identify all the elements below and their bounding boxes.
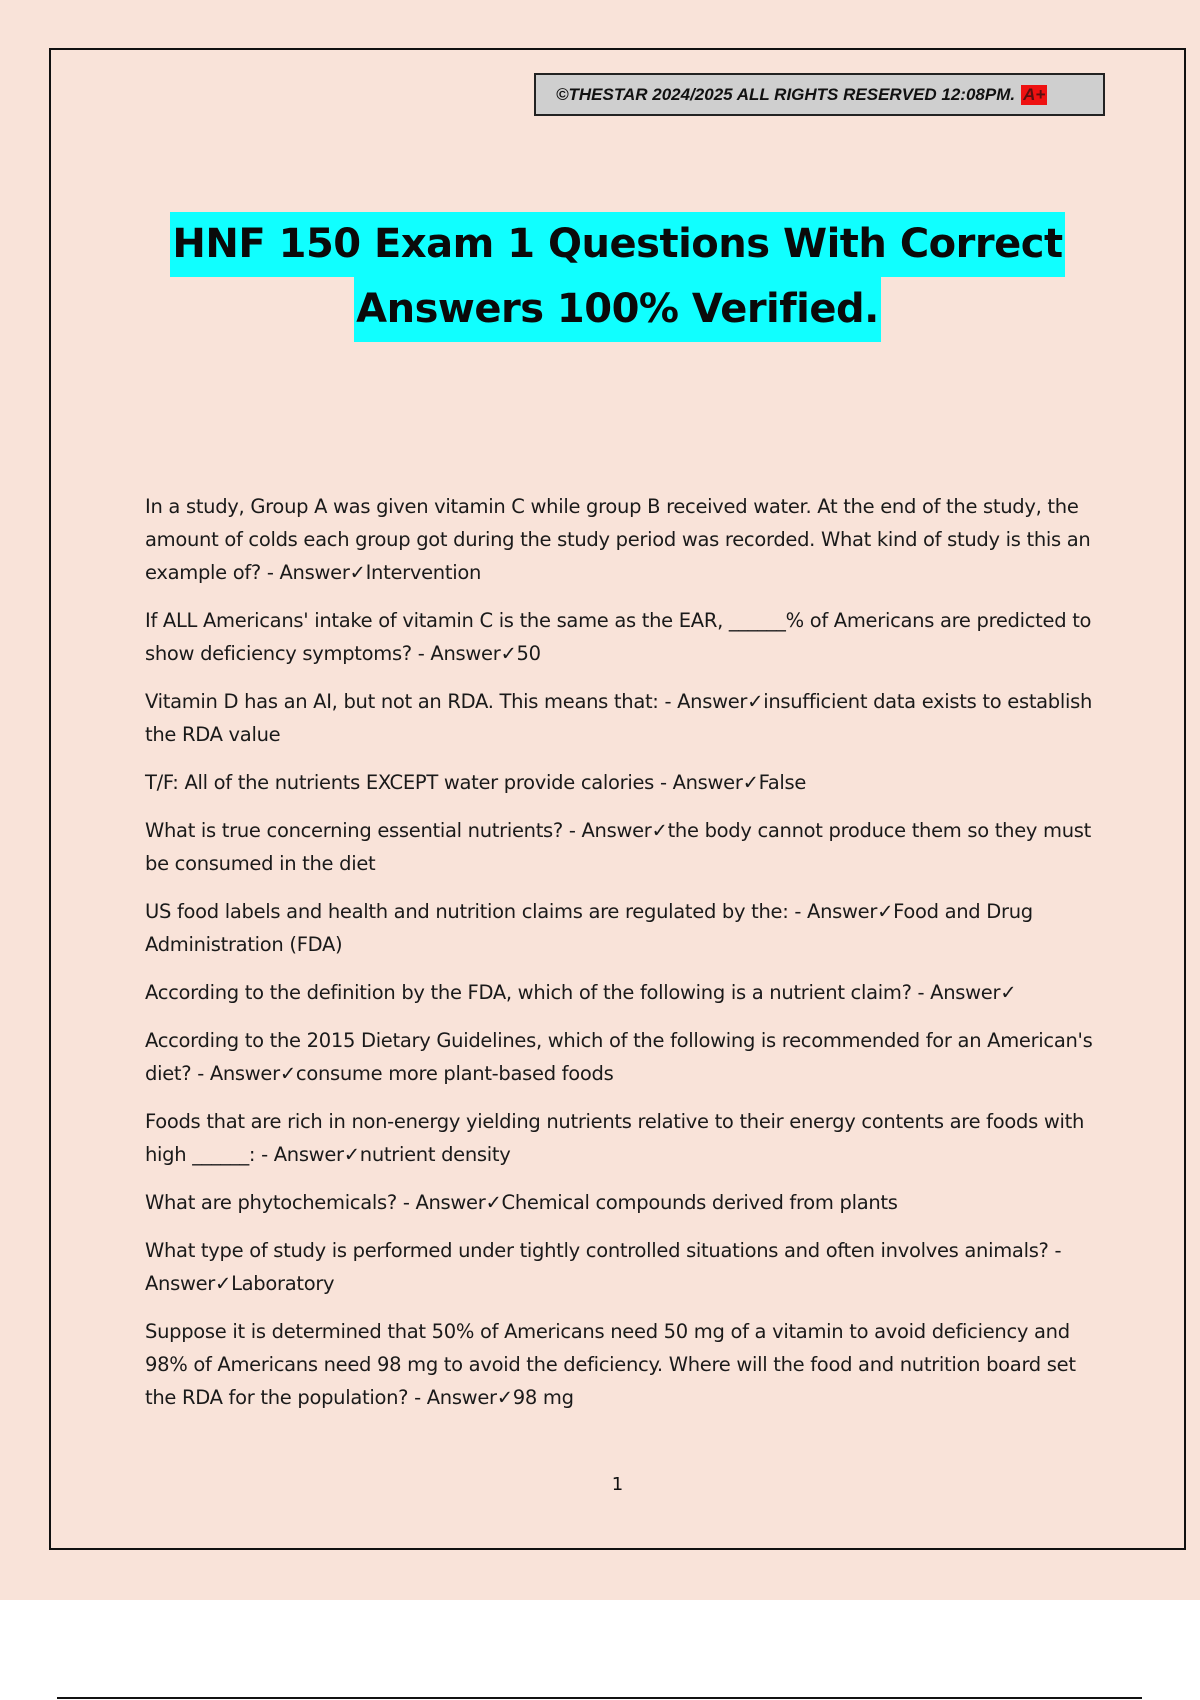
question-text: Vitamin D has an AI, but not an RDA. This means that: bbox=[145, 690, 659, 713]
qa-item bbox=[145, 814, 1095, 880]
qa-item bbox=[145, 1105, 1095, 1171]
document-title bbox=[49, 212, 1186, 342]
question-text: According to the 2015 Dietary Guidelines, which of the following is recommended for an American's diet? bbox=[145, 1029, 1093, 1085]
grade-badge: A+ bbox=[1023, 84, 1046, 104]
copyright-text: ©THESTAR 2024/2025 ALL RIGHTS RESERVED 12:08PM. bbox=[556, 84, 1016, 104]
page-number: 1 bbox=[611, 1474, 624, 1495]
answer-prefix: - Answer bbox=[911, 981, 1001, 1004]
question-text: In a study, Group A was given vitamin C while group B received water. At the end of the study, the amount of colds each group got during the study period was recorded. What kind of study is this an example of? bbox=[145, 495, 1091, 584]
qa-item bbox=[145, 976, 1095, 1009]
answer-text: the body cannot produce them so they must be consumed in the diet bbox=[145, 819, 1091, 875]
checkmark-icon: ✓ bbox=[747, 690, 764, 713]
qa-item bbox=[145, 1186, 1095, 1219]
answer-text: 98 mg bbox=[512, 1386, 574, 1409]
question-text: What type of study is performed under tightly controlled situations and often involves animals? bbox=[145, 1239, 1049, 1262]
checkmark-icon: ✓ bbox=[496, 1386, 513, 1409]
answer-prefix: - Answer bbox=[145, 1239, 1062, 1295]
checkmark-icon: ✓ bbox=[279, 1062, 296, 1085]
checkmark-icon: ✓ bbox=[485, 1191, 502, 1214]
answer-prefix: - Answer bbox=[562, 819, 652, 842]
answer-prefix: - Answer bbox=[260, 561, 350, 584]
checkmark-icon: ✓ bbox=[349, 561, 366, 584]
qa-item bbox=[145, 1024, 1095, 1090]
answer-prefix: - Answer bbox=[788, 900, 878, 923]
answer-prefix: - Answer bbox=[408, 1386, 497, 1409]
answer-text: Laboratory bbox=[231, 1272, 335, 1295]
checkmark-icon: ✓ bbox=[651, 819, 668, 842]
qa-item bbox=[145, 1315, 1095, 1414]
checkmark-icon: ✓ bbox=[500, 642, 517, 665]
question-text: Suppose it is determined that 50% of Americans need 50 mg of a vitamin to avoid deficiency and 98% of Americans need 98 mg to avoid the deficiency. Where will the food and nutrition board set the RDA for the population? bbox=[145, 1320, 1076, 1409]
title-line-1: HNF 150 Exam 1 Questions With Correct bbox=[170, 212, 1064, 277]
answer-text: insufficient data exists to establish the RDA value bbox=[145, 690, 1093, 746]
qa-item bbox=[145, 895, 1095, 961]
checkmark-icon: ✓ bbox=[343, 1143, 360, 1166]
qa-list bbox=[145, 490, 1095, 1429]
checkmark-icon: ✓ bbox=[1000, 981, 1017, 1004]
answer-text: Chemical compounds derived from plants bbox=[501, 1191, 898, 1214]
answer-prefix: - Answer bbox=[191, 1062, 280, 1085]
copyright-banner bbox=[534, 73, 1105, 116]
qa-item bbox=[145, 604, 1095, 670]
answer-prefix: - Answer bbox=[396, 1191, 486, 1214]
answer-text: Intervention bbox=[365, 561, 482, 584]
checkmark-icon: ✓ bbox=[215, 1272, 232, 1295]
question-text: What are phytochemicals? bbox=[145, 1191, 397, 1214]
footer-divider bbox=[57, 1697, 1142, 1699]
answer-prefix: - Answer bbox=[658, 690, 748, 713]
qa-item bbox=[145, 766, 1095, 799]
answer-prefix: - Answer bbox=[411, 642, 501, 665]
answer-prefix: - Answer bbox=[654, 771, 743, 794]
qa-item bbox=[145, 490, 1095, 589]
question-text: T/F: All of the nutrients EXCEPT water provide calories bbox=[145, 771, 655, 794]
answer-text: False bbox=[758, 771, 807, 794]
answer-text: 50 bbox=[516, 642, 541, 665]
question-text: US food labels and health and nutrition claims are regulated by the: bbox=[145, 900, 789, 923]
question-text: If ALL Americans' intake of vitamin C is the same as the EAR, ______% of Americans are predicted to show deficiency symptoms? bbox=[145, 609, 1092, 665]
question-text: Foods that are rich in non-energy yielding nutrients relative to their energy contents are foods with high ______: bbox=[145, 1110, 1085, 1166]
title-line-2: Answers 100% Verified. bbox=[354, 277, 881, 342]
question-text: According to the definition by the FDA, which of the following is a nutrient claim? bbox=[145, 981, 912, 1004]
answer-text: nutrient density bbox=[359, 1143, 511, 1166]
checkmark-icon: ✓ bbox=[742, 771, 759, 794]
qa-item bbox=[145, 685, 1095, 751]
answer-text: consume more plant-based foods bbox=[295, 1062, 614, 1085]
checkmark-icon: ✓ bbox=[877, 900, 894, 923]
question-text: What is true concerning essential nutrients? bbox=[145, 819, 563, 842]
answer-prefix: - Answer bbox=[255, 1143, 344, 1166]
qa-item bbox=[145, 1234, 1095, 1300]
answer-text: Food and Drug Administration (FDA) bbox=[145, 900, 1033, 956]
